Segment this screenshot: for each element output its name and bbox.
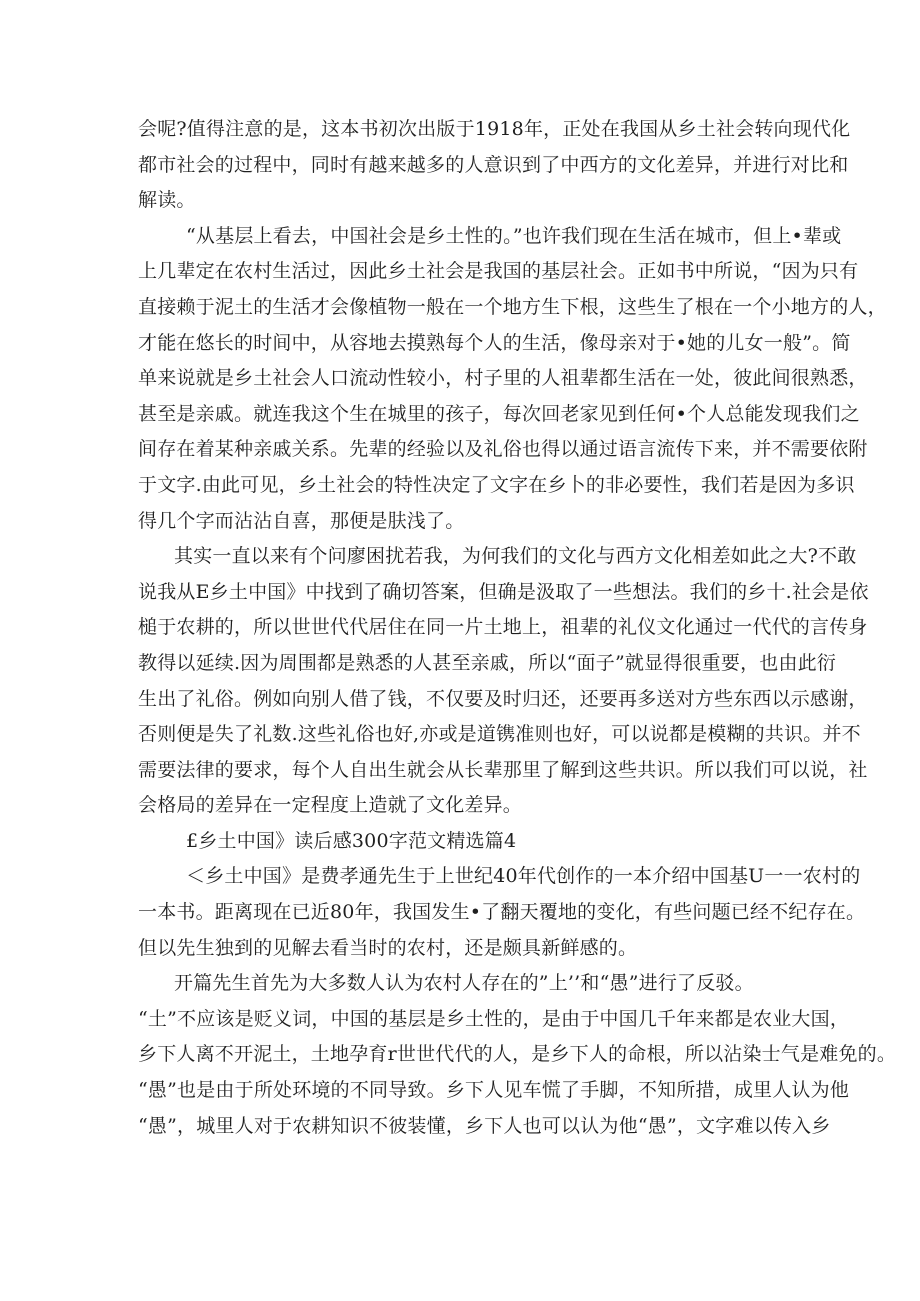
paragraph-start-line: “从基层上看去，中国社会是乡土性的。”也许我们现在生活在城市，但上•辈或 bbox=[186, 224, 842, 247]
text-line: 一本书。距离现在已近80年，我国发生•了翻天覆地的变化，有些问题已经不纪存在。 bbox=[138, 901, 866, 924]
text-line: 生出了礼俗。例如向别人借了钱，不仅要及时归还，还要再多送对方些东西以示感谢， bbox=[138, 687, 868, 710]
text-line: 间存在着某种亲戚关系。先辈的经验以及礼俗也得以通过语言流传下来，并不需要依附 bbox=[138, 438, 868, 461]
document-body bbox=[138, 112, 897, 1144]
text-line: 槌于农耕的，所以世世代代居住在同一片土地上，祖辈的礼仪文化通过一代代的言传身 bbox=[138, 616, 868, 639]
text-line: 说我从E乡土中国》中找到了确切答案，但确是汲取了一些想法。我们的乡十.社会是依 bbox=[138, 580, 869, 603]
text-line: 才能在悠长的时间中，从容地去摸熟每个人的生活，像母亲对于•她的儿女一般”。简 bbox=[138, 331, 851, 354]
text-line: 会呢?值得注意的是，这本书初次出版于1918年，正处在我国从乡土社会转向现代化 bbox=[138, 118, 851, 140]
text-line: 否则便是失了礼数.这些礼俗也好,亦或是道镌准则也好，可以说都是模糊的共识。并不 bbox=[138, 723, 861, 746]
text-line: 甚至是亲戚。就连我这个生在城里的孩子，每次回老家见到任何•个人总能发现我们之 bbox=[138, 402, 860, 425]
text-line: 单来说就是乡土社会人口流动性较小，村子里的人祖辈都生活在一处，彼此间很熟悉， bbox=[138, 367, 868, 390]
text-line: 会格局的差异在一定程度上造就了文化差异。 bbox=[138, 794, 523, 817]
text-line: 于文字.由此可见，乡土社会的特性决定了文字在乡卜的非必要性，我们若是因为多识 bbox=[138, 473, 855, 496]
text-line: “土”不应该是贬义词，中国的基层是乡土性的，是由于中国几千年来都是农业大国， bbox=[138, 1007, 850, 1030]
text-line: “愚”也是由于所处环境的不同导致。乡下人见车慌了手脚，不知所措，成里人认为他 bbox=[138, 1079, 850, 1102]
text-line: 但以先生独到的见解去看当时的农村，还是颇具新鲜感的。 bbox=[138, 936, 638, 959]
text-line: 教得以延续.因为周围都是熟悉的人甚至亲戚，所以“面子”就显得很重要，也由此衍 bbox=[138, 651, 837, 674]
section-heading: £乡土中国》读后感300字范文精选篇4 bbox=[186, 829, 517, 852]
text-line: 得几个字而沾沾自喜，那便是肤浅了。 bbox=[138, 509, 465, 532]
text-line: 上几辈定在农村生活过，因此乡土社会是我国的基层社会。正如书中所说，“因为只有 bbox=[138, 260, 859, 283]
paragraph-start-line: 开篇先生首先为大多数人认为农村人存在的”上’’和“愚”进行了反驳。 bbox=[174, 972, 754, 995]
text-line: “愚”，城里人对于农耕知识不彼装懂，乡下人也可以认为他“愚”，文字难以传入乡 bbox=[138, 1114, 831, 1137]
text-line: 需要法律的要求，每个人自出生就会从长辈那里了解到这些共识。所以我们可以说，社 bbox=[138, 758, 868, 781]
paragraph-start-line: 其实一直以来有个问廖困扰若我，为何我们的文化与西方文化相差如此之大?不敢 bbox=[174, 545, 857, 568]
text-line: 都市社会的过程中，同时有越来越多的人意识到了中西方的文化差异，并进行对比和 bbox=[138, 153, 849, 176]
text-line: 解读。 bbox=[138, 189, 196, 212]
paragraph-start-line: ＜乡土中国》是费孝通先生于上世纪40年代创作的一本介绍中国基U一一农村的 bbox=[186, 865, 861, 888]
text-line: 直接赖于泥土的生活才会像植物一般在一个地方生下根，这些生了根在一个小地方的人， bbox=[138, 295, 887, 318]
text-line: 乡下人离不开泥土，土地孕育r世世代代的人，是乡下人的命根，所以沾染士气是难免的。 bbox=[138, 1043, 897, 1066]
